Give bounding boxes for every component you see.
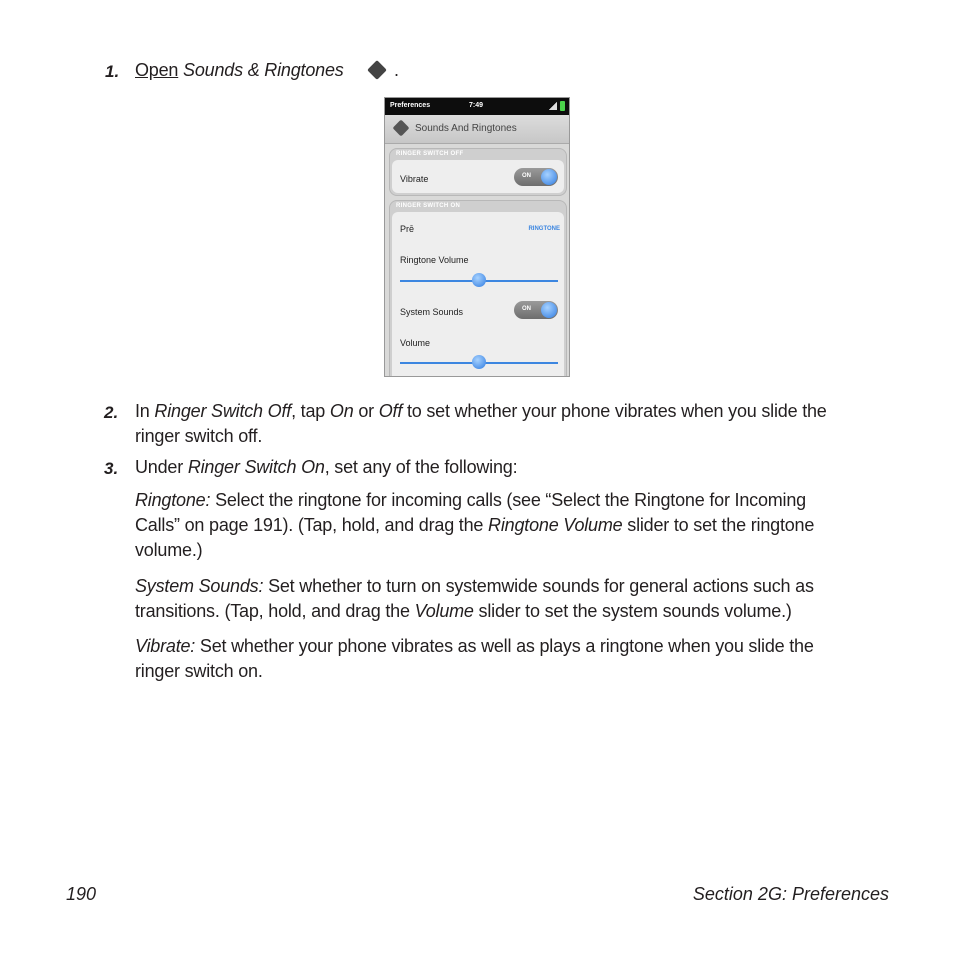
section-title: Section 2G: Preferences	[692, 884, 889, 904]
system-sounds-label: System Sounds	[400, 307, 464, 317]
ringer-off-group	[389, 148, 567, 196]
step3-text: Under Ringer Switch On, set any of the following:	[135, 457, 518, 477]
app-name: Sounds & Ringtones	[183, 60, 344, 80]
app-header	[385, 115, 569, 144]
ringtone-name: Prē	[400, 224, 415, 234]
phone-screenshot	[384, 97, 570, 377]
ringer-on-group	[389, 200, 567, 377]
ringtone-description: Ringtone: Select the ringtone for incoming calls (see “Select the Ringtone for Incoming Calls” on page 191). (Tap, hold, and drag the Ringtone Volume slider to set the ringtone volume.)	[135, 490, 815, 560]
step-number: 2.	[104, 403, 119, 422]
page-number: 190	[66, 884, 97, 904]
ringtone-volume-label: Ringtone Volume	[400, 255, 469, 265]
step2-text: In Ringer Switch Off, tap On or Off to set whether your phone vibrates when you slide the ringer switch off.	[135, 401, 827, 446]
app-title: Sounds And Ringtones	[415, 123, 517, 134]
group-header: RINGER SWITCH ON	[396, 203, 461, 209]
open-link[interactable]: Open	[135, 60, 179, 80]
status-bar	[385, 98, 569, 115]
status-app-menu: Preferences	[390, 102, 431, 109]
group-header: RINGER SWITCH OFF	[396, 151, 464, 157]
sounds-ringtones-icon	[367, 60, 387, 80]
system-sounds-description: System Sounds: Set whether to turn on systemwide sounds for general actions such as transitions. (Tap, hold, and drag the Volume slider to set the system sounds volume.)	[135, 576, 814, 621]
toggle-knob	[541, 169, 557, 185]
ringtone-link[interactable]: RINGTONE	[528, 226, 560, 232]
vibrate-description: Vibrate: Set whether your phone vibrates as well as plays a ringtone when you slide the ringer switch on.	[135, 636, 814, 681]
step1-period: .	[394, 60, 399, 80]
ringtone-volume-knob[interactable]	[472, 273, 486, 287]
volume-knob[interactable]	[472, 355, 486, 369]
vibrate-label: Vibrate	[400, 174, 429, 184]
step-number: 3.	[104, 459, 119, 478]
vibrate-toggle[interactable]: ON	[514, 168, 558, 186]
step-number: 1.	[105, 62, 120, 81]
step1-text	[135, 58, 344, 83]
toggle-knob	[541, 302, 557, 318]
signal-icon	[549, 102, 557, 110]
system-sounds-toggle[interactable]: ON	[514, 301, 558, 319]
volume-label: Volume	[400, 338, 431, 348]
battery-icon	[560, 101, 565, 111]
status-time: 7:49	[469, 102, 484, 109]
sounds-app-icon	[393, 120, 410, 137]
